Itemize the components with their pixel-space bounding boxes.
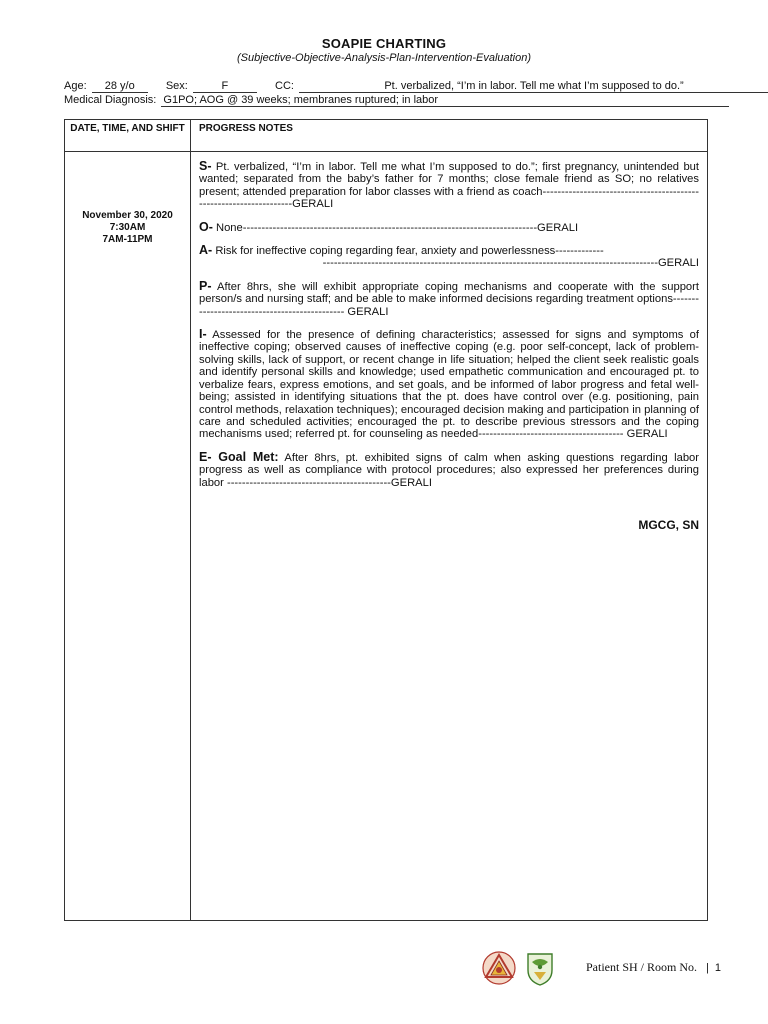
sex-label: Sex:: [165, 80, 188, 92]
evaluation-entry: [199, 451, 699, 489]
institution-logos: [480, 948, 560, 988]
subjective-text: Pt. verbalized, “I’m in labor. Tell me what I’m supposed to do.”; first pregnancy, unintended but wanted; separated from the baby’s father for 7 months; close female friend as SO; no relatives present; attended preparation for labor classes with a friend as coach-------------------------------------------------------------------GERALI: [199, 161, 699, 211]
age-value: 28 y/o: [92, 81, 148, 93]
analysis-entry: [199, 244, 699, 270]
plan-entry: [199, 280, 699, 318]
subjective-letter: S-: [199, 159, 212, 173]
date-time-shift-cell: [65, 152, 191, 921]
evaluation-letter: E- Goal Met:: [199, 449, 279, 464]
patient-info-line: [64, 80, 768, 93]
age-label: Age:: [64, 80, 87, 92]
intervention-text: Assessed for the presence of defining characteristics; assessed for signs and symptoms of ineffective coping; observed causes of ineffective coping (e.g. poor self-concept, lack of problem-solving skills, lack of support, or recent change in life situation; helped the client seek realistic goals and identify personal skills and knowledge; used empathetic communication and encouraged pt. to verbalize fears, express emotions, and set goals, and be informed of labor progress and fetal well- being; assisted in identifying situations that the pt. does have control over (e.g. positioning, pain control methods, relaxation techniques); encouraged decision making and participation in planning of care and scheduled activities; encouraged the pt. to describe previous stressors and the coping mechanisms used; referred pt. for counseling as needed--------------------------------------- GERALI: [199, 329, 699, 441]
diagnosis-value: G1PO; AOG @ 39 weeks; membranes ruptured; in labor: [161, 95, 729, 107]
objective-entry: [199, 221, 699, 234]
progress-notes-cell: [191, 152, 708, 921]
document-title: SOAPIE CHARTING: [321, 36, 447, 51]
footer-separator: |: [706, 962, 709, 974]
intervention-entry: [199, 328, 699, 441]
page-number: 1: [714, 962, 721, 974]
objective-letter: O-: [199, 219, 213, 234]
diagnosis-label: Medical Diagnosis:: [64, 94, 157, 106]
sex-value: F: [193, 81, 257, 93]
analysis-text: Risk for ineffective coping regarding fear, anxiety and powerlessness-------------: [215, 245, 604, 258]
analysis-signature: ------------------------------------------------------------------------------------------GERALI: [322, 257, 699, 270]
progress-notes-table: [64, 119, 708, 921]
nurse-signoff: MGCG, SN: [638, 517, 699, 532]
evaluation-text: After 8hrs, pt. exhibited signs of calm when asking questions regarding labor progress as well as compliance with protocol procedures; also expressed her preferences during labor --------------------------------------------GERALI: [199, 451, 699, 489]
entry-shift: 7AM-11PM: [102, 234, 153, 245]
entry-time: 7:30AM: [109, 222, 146, 233]
objective-text: None-------------------------------------------------------------------------------GERALI: [216, 221, 579, 234]
analysis-letter: A-: [199, 243, 213, 258]
shield-seal-icon: [528, 954, 552, 985]
entry-date: November 30, 2020: [82, 210, 173, 221]
triangle-seal-icon: [483, 952, 515, 984]
plan-letter: P-: [199, 278, 212, 293]
date-time-shift-header: DATE, TIME, AND SHIFT: [65, 120, 191, 152]
patient-room-label: Patient SH / Room No.: [586, 960, 698, 974]
cc-value: Pt. verbalized, “I’m in labor. Tell me what I’m supposed to do.”: [299, 81, 768, 93]
progress-notes-header: PROGRESS NOTES: [191, 120, 708, 152]
document-subtitle: (Subjective-Objective-Analysis-Plan-Intervention-Evaluation): [236, 52, 532, 64]
page-footer: [586, 960, 721, 975]
plan-text: After 8hrs, she will exhibit appropriate coping mechanisms and cooperate with the support person/s and nursing staff; and be able to make informed decisions regarding treatment options---------------------------------------------- GERALI: [199, 280, 699, 318]
diagnosis-line: [64, 94, 729, 107]
intervention-letter: I-: [199, 327, 207, 342]
subjective-entry: [199, 160, 699, 211]
cc-label: CC:: [275, 80, 294, 92]
